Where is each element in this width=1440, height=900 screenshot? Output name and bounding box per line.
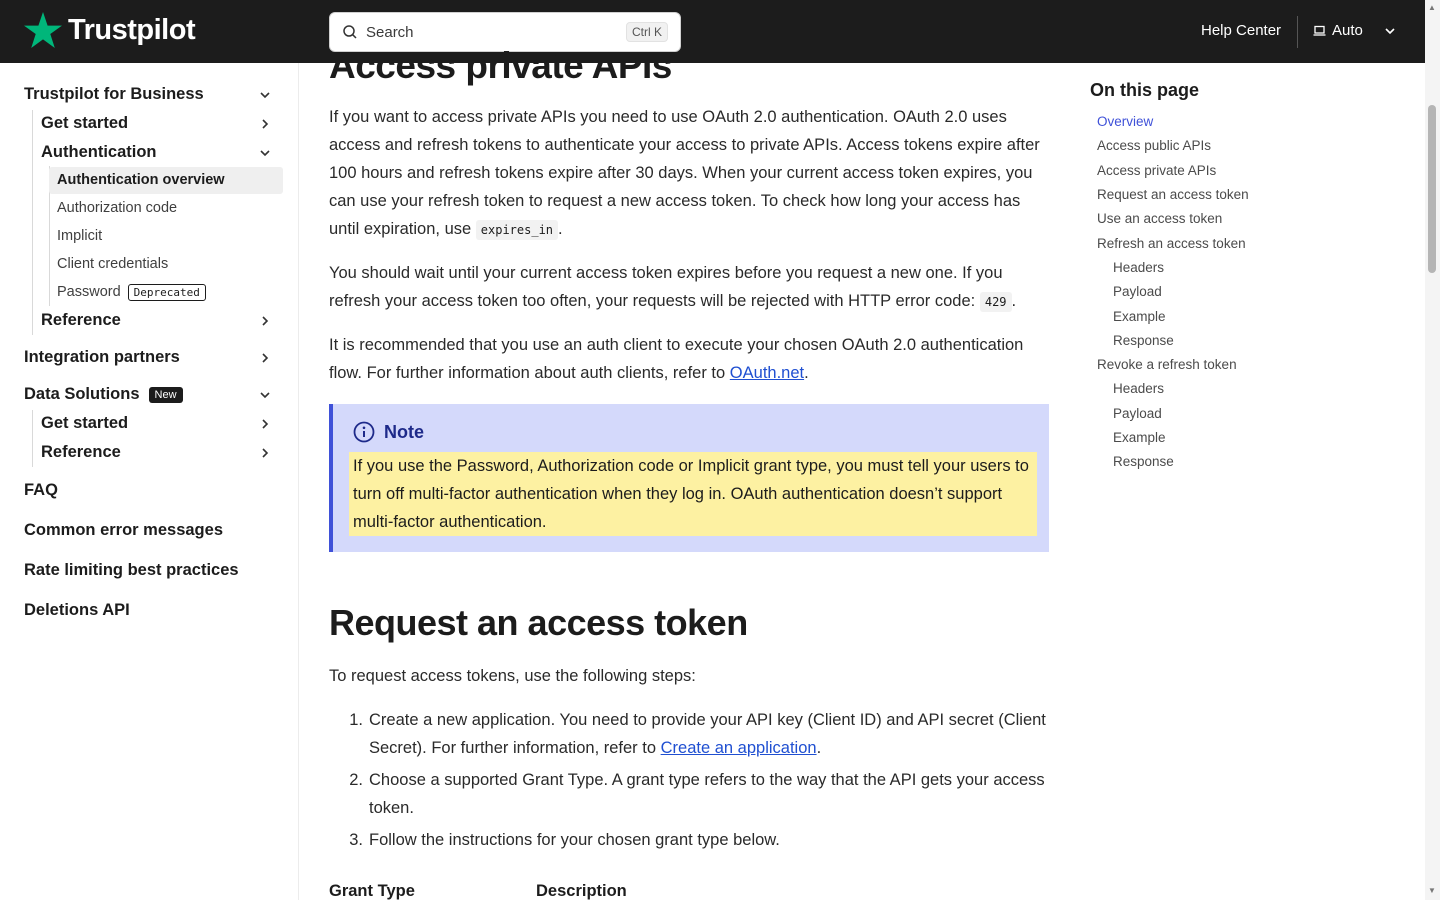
paragraph-text: It is recommended that you use an auth client to execute your chosen OAuth 2.0 authentication flow. For further information about auth clients, refer to [329,336,1024,382]
chevron-right-icon[interactable] [258,446,272,460]
heading-request-access-token: Request an access token [329,602,748,643]
sidebar-item-label: Reference [41,311,121,329]
list-item [329,826,1049,854]
chevron-right-icon[interactable] [258,314,272,328]
toc-link-request-token[interactable]: Request an access token [1097,187,1249,202]
toc-link-use-token[interactable]: Use an access token [1097,211,1223,226]
sidebar-item-label: Common error messages [24,521,223,539]
toc-link-revoke-token[interactable]: Revoke a refresh token [1097,357,1237,372]
sidebar-item-label: Get started [41,114,129,132]
toc-link-access-public[interactable]: Access public APIs [1097,138,1212,153]
sidebar-item-label: Rate limiting best practices [24,561,239,579]
sidebar-item-label: Integration partners [24,348,180,366]
sidebar-item-integration-partners[interactable] [24,348,180,367]
theme-selector[interactable] [1313,22,1363,39]
toc-link-access-private[interactable]: Access private APIs [1097,163,1217,178]
sidebar-item-label: Reference [41,443,121,461]
sidebar-item-implicit[interactable]: Implicit [57,228,103,244]
toc-link-refresh-example[interactable]: Example [1113,309,1166,324]
chevron-down-icon[interactable] [258,146,272,160]
sidebar-item-label: Get started [41,414,129,432]
list-item [329,706,1049,762]
toc-link-refresh-payload[interactable]: Payload [1113,284,1162,299]
paragraph-wait-until-expiry [329,259,1049,316]
sidebar-item-label: Password [57,284,121,300]
sidebar-item-authorization-code[interactable]: Authorization code [57,200,178,216]
brand-name: Trustpilot [68,13,196,46]
step-number: 2. [349,771,363,789]
header-divider [1297,16,1298,48]
sidebar-item-reference[interactable] [41,311,121,330]
step-text: Follow the instructions for your chosen grant type below. [369,831,780,849]
sidebar-item-label: FAQ [24,481,58,499]
info-icon [353,421,375,443]
toc-link-revoke-headers[interactable]: Headers [1113,381,1165,396]
create-application-link[interactable]: Create an application [660,739,817,757]
sidebar-item-label: Trustpilot for Business [24,85,204,103]
step-text-part: Create a new application. You need to provide your API key (Client ID) and API secret (Client Secret). For further information, refer to [369,711,1046,757]
table-header-grant-type: Grant Type [329,882,415,900]
sidebar-item-data-solutions[interactable] [24,385,183,404]
chevron-down-icon[interactable] [258,88,272,102]
step-number: 1. [349,711,363,729]
chevron-right-icon[interactable] [258,351,272,365]
paragraph-text: You should wait until your current access token expires before you request a new one. If you refresh your access token too often, your requests will be rejected with HTTP error code: [329,264,1003,310]
chevron-down-icon[interactable] [258,388,272,402]
scroll-up-arrow-icon[interactable]: ▲ [1428,3,1436,12]
step-text-part: . [816,739,822,757]
paragraph-access-private [329,103,1049,244]
sidebar-item-rate-limiting[interactable] [24,561,239,580]
scroll-down-arrow-icon[interactable]: ▼ [1428,886,1436,895]
search-shortcut: Ctrl K [626,22,668,42]
paragraph-text: . [1011,292,1017,310]
code-expires-in: expires_in [476,220,558,240]
toc-link-refresh-token[interactable]: Refresh an access token [1097,236,1246,251]
oauth-net-link[interactable]: OAuth.net [729,364,805,382]
nav-tree-line [32,410,33,467]
new-badge: New [149,387,183,403]
sidebar-item-get-started[interactable] [41,114,128,133]
sidebar-item-label: Data Solutions [24,385,140,403]
laptop-icon [1313,25,1326,37]
paragraph-text: If you want to access private APIs you need to use OAuth 2.0 authentication. OAuth 2.0 uses access and refresh tokens to authenticate your access to private APIs. Access tokens expire after 100 hours and refresh tokens expire after 30 days. When your current access token expires, you can use your refresh token to request a new access token. To check how long your access has until expiration, use [329,108,1040,238]
toc-link-revoke-payload[interactable]: Payload [1113,406,1162,421]
chevron-right-icon[interactable] [258,117,272,131]
sidebar-item-authentication-overview[interactable]: Authentication overview [57,172,225,188]
paragraph-auth-client [329,331,1049,387]
sidebar-item-faq[interactable] [24,481,58,500]
sidebar-item-ds-reference[interactable] [41,443,121,462]
note-body-highlighted: If you use the Password, Authorization code or Implicit grant type, you must tell your users to turn off multi-factor authentication when they log in. OAuth authentication doesn’t support multi-factor authentication. [349,452,1037,536]
sidebar-item-client-credentials[interactable]: Client credentials [57,256,169,272]
sidebar-item-password[interactable] [57,284,206,301]
sidebar-item-trustpilot-for-business[interactable] [24,85,204,104]
steps-list [329,706,1049,858]
sidebar-item-common-errors[interactable] [24,521,223,540]
sidebar-item-label: Authentication [41,143,157,161]
paragraph-text: . [558,220,563,238]
sidebar-item-deletions-api[interactable] [24,601,130,620]
paragraph-text: . [804,364,809,382]
list-item [329,766,1049,822]
star-logo-icon [24,12,62,48]
sidebar-item-label: Deletions API [24,601,130,619]
toc-link-refresh-headers[interactable]: Headers [1113,260,1165,275]
scrollbar-thumb[interactable] [1428,105,1436,273]
toc-link-overview[interactable]: Overview [1097,114,1154,129]
chevron-right-icon[interactable] [258,417,272,431]
step-text [369,706,1049,762]
toc-link-refresh-response[interactable]: Response [1113,333,1174,348]
search-icon [342,24,358,40]
code-429: 429 [980,292,1012,312]
search-placeholder: Search [366,23,414,41]
note-title: Note [384,421,424,442]
toc-link-revoke-example[interactable]: Example [1113,430,1166,445]
step-number: 3. [349,831,363,849]
trustpilot-logo[interactable] [24,12,195,48]
note-callout [329,404,1049,552]
nav-tree-line [32,110,33,335]
toc-title: On this page [1090,80,1200,100]
section-heading-access-private-apis: Access private APIs [329,45,672,86]
note-heading [353,421,424,443]
deprecated-badge: Deprecated [128,284,206,301]
chevron-down-icon[interactable] [1384,25,1396,37]
help-center-link[interactable]: Help Center [1201,22,1282,39]
theme-label: Auto [1332,22,1363,39]
sidebar-item-ds-get-started[interactable] [41,414,128,433]
steps-intro: To request access tokens, use the following steps: [329,667,696,685]
table-header-description: Description [536,882,627,900]
step-text: Choose a supported Grant Type. A grant type refers to the way that the API gets your access token. [369,771,1045,817]
toc-link-revoke-response[interactable]: Response [1113,454,1174,469]
top-navbar [0,0,1425,63]
sidebar-item-authentication[interactable] [41,143,157,162]
